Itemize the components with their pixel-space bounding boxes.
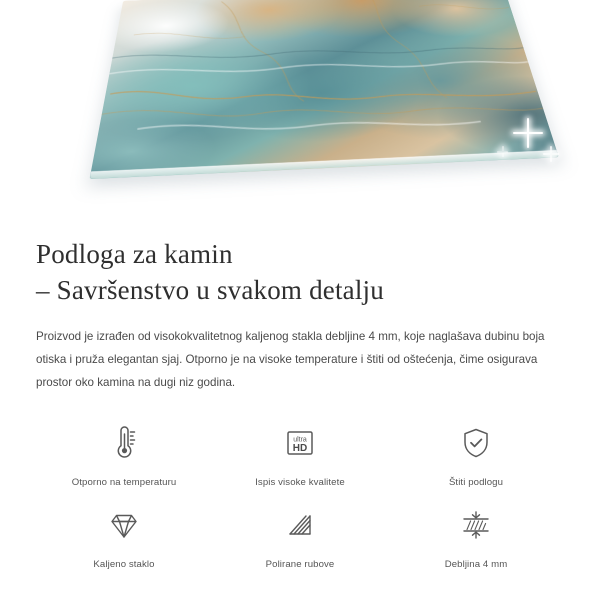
svg-text:ultra: ultra	[293, 436, 307, 444]
thermometer-icon	[101, 420, 147, 466]
svg-text:HD: HD	[292, 443, 308, 455]
feature-item	[36, 420, 212, 488]
content-area	[0, 236, 600, 570]
glass-panel	[90, 0, 559, 179]
hero-image-inner	[0, 0, 600, 218]
feature-label: Debljina 4 mm	[444, 559, 508, 571]
headline-line-2: – Savršenstvo u svakom detalju	[36, 275, 384, 306]
product-description: Proizvod je izrađen od visokokvalitetnog kaljenog stakla debljine 4 mm, koje naglašava dubinu boja otiska i pruža elegantan sjaj. Otporno je na visoke temperature i štiti od oštećenja, čime osigurava prostor oko kamina na dugi niz godina.	[36, 330, 545, 389]
hero-image	[0, 0, 600, 218]
feature-label: Otporno na temperaturu	[71, 477, 177, 489]
feature-item	[388, 420, 564, 488]
feature-label: Štiti podlogu	[448, 477, 504, 489]
feature-item	[212, 420, 388, 488]
feature-item	[212, 502, 388, 570]
feature-item	[36, 502, 212, 570]
thickness-arrows-icon	[453, 502, 499, 548]
feature-item	[388, 502, 564, 570]
ultra-hd-icon	[277, 420, 323, 466]
feature-grid	[36, 420, 564, 570]
page-title	[36, 236, 564, 308]
shield-check-icon	[453, 420, 499, 466]
diamond-icon	[101, 502, 147, 548]
headline-line-1: Podloga za kamin	[36, 239, 233, 269]
feature-label: Kaljeno staklo	[93, 559, 155, 571]
polished-edges-icon	[277, 502, 323, 548]
feature-label: Ispis visoke kvalitete	[255, 477, 345, 489]
feature-label: Polirane rubove	[265, 559, 335, 571]
